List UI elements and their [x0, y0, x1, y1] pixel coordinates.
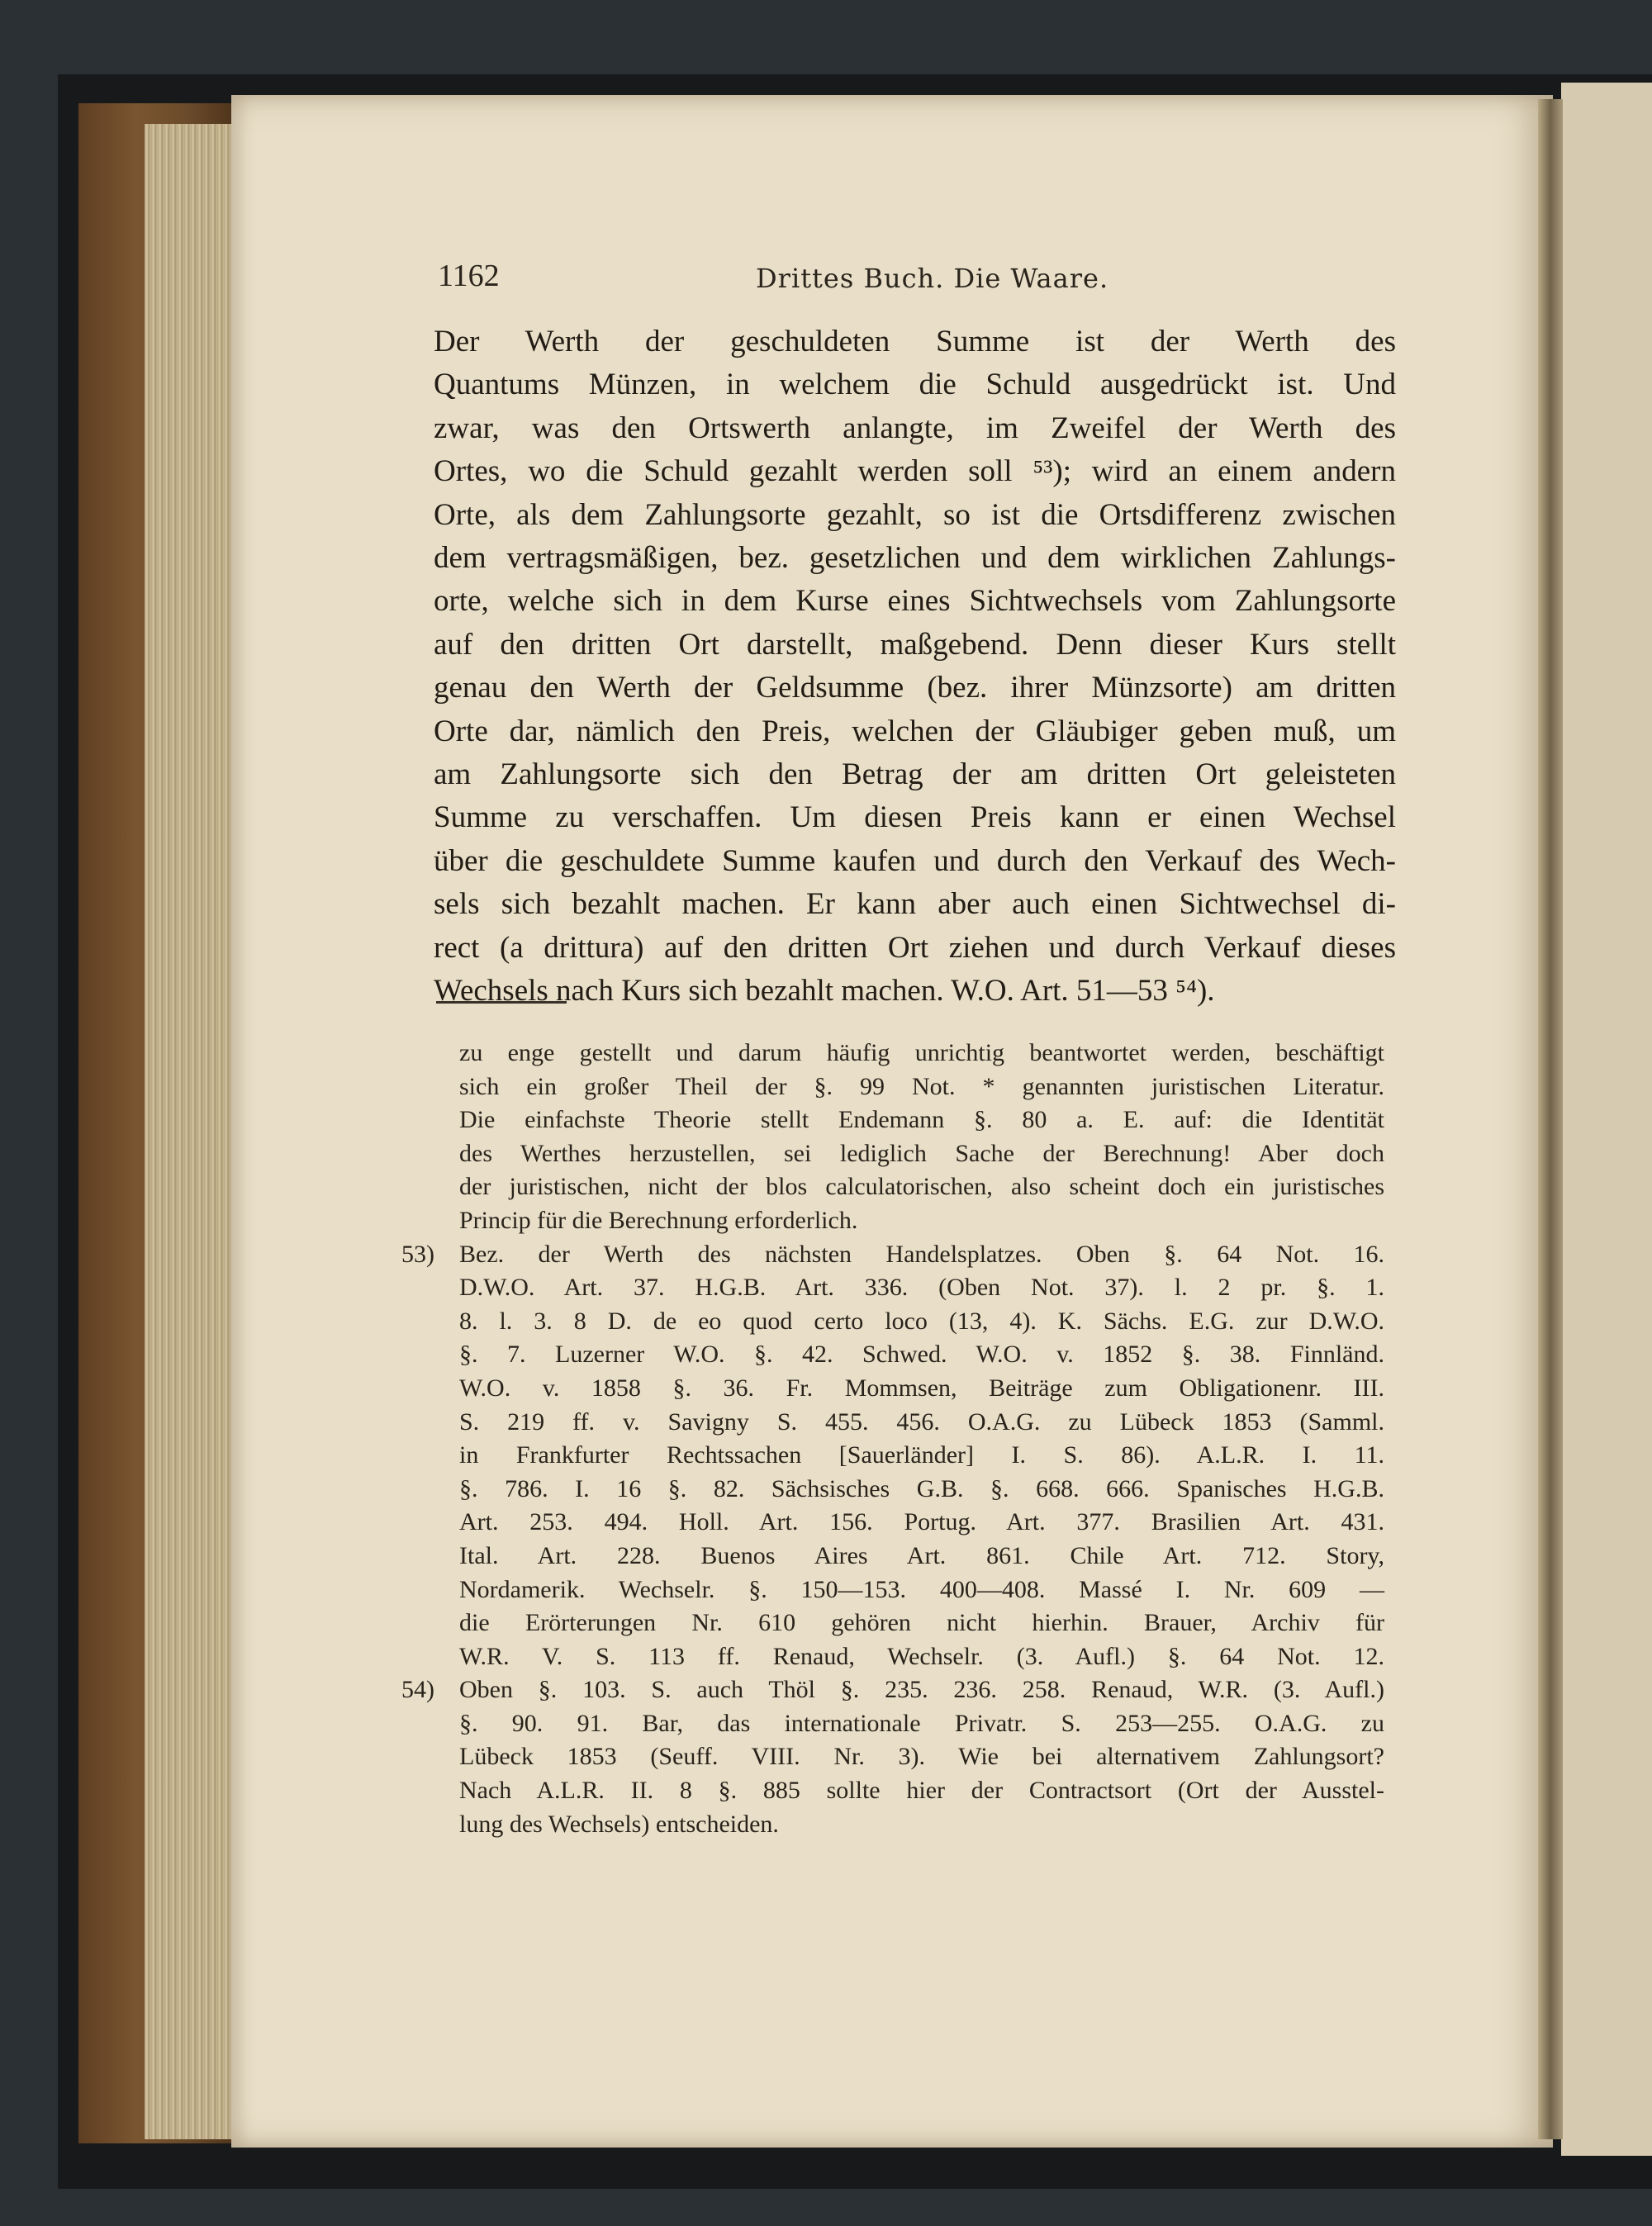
footnote-line: S. 219 ff. v. Savigny S. 455. 456. O.A.G. zu Lübeck 1853 (Samml.	[459, 1407, 1384, 1436]
text-line: Ortes, wo die Schuld gezahlt werden soll ⁵³); wird an einem andern	[434, 454, 1396, 489]
text-line: dem vertragsmäßigen, bez. gesetzlichen und dem wirklichen Zahlungs-	[434, 541, 1396, 576]
text-line: sels sich bezahlt machen. Er kann aber auch einen Sichtwechsel di-	[434, 887, 1396, 922]
text-line: genau den Werth der Geldsumme (bez. ihrer Münzsorte) am dritten	[434, 671, 1396, 705]
footnote-line: 8. l. 3. 8 D. de eo quod certo loco (13, 4). K. Sächs. E.G. zur D.W.O.	[459, 1307, 1384, 1335]
text-line: zwar, was den Ortswerth anlangte, im Zweifel der Werth des	[434, 411, 1396, 445]
footnote-53	[401, 1238, 1384, 1674]
footnote-line: Die einfachste Theorie stellt Endemann §. 80 a. E. auf: die Identität	[459, 1106, 1384, 1134]
footnote-line: Art. 253. 494. Holl. Art. 156. Portug. Art. 377. Brasilien Art. 431.	[459, 1508, 1384, 1536]
running-head: Drittes Buch. Die Waare.	[756, 263, 1109, 294]
footnote-marker: 54)	[401, 1676, 434, 1704]
footnote-line: Oben §. 103. S. auch Thöl §. 235. 236. 258. Renaud, W.R. (3. Aufl.)	[459, 1676, 1384, 1704]
text-line: Orte, als dem Zahlungsorte gezahlt, so ist die Ortsdifferenz zwischen	[434, 497, 1396, 532]
footnote-line: der juristischen, nicht der blos calculatorischen, also scheint doch ein juristisches	[459, 1173, 1384, 1201]
facing-page	[1561, 83, 1652, 2156]
text-line: Orte dar, nämlich den Preis, welchen der Gläubiger geben muß, um	[434, 714, 1396, 748]
page-edges	[145, 124, 235, 2139]
text-line: Quantums Münzen, in welchem die Schuld ausgedrückt ist. Und	[434, 368, 1396, 402]
footnote-line: die Erörterungen Nr. 610 gehören nicht hierhin. Brauer, Archiv für	[459, 1609, 1384, 1637]
footnote-line: Princip für die Berechnung erforderlich.	[459, 1206, 858, 1234]
main-paragraph	[434, 320, 1396, 1013]
text-line: orte, welche sich in dem Kurse eines Sichtwechsels vom Zahlungsorte	[434, 584, 1396, 619]
footnote-line: Lübeck 1853 (Seuff. VIII. Nr. 3). Wie bei alternativem Zahlungsort?	[459, 1743, 1384, 1771]
page-number: 1162	[438, 259, 500, 293]
text-line: rect (a drittura) auf den dritten Ort ziehen und durch Verkauf dieses	[434, 930, 1396, 965]
footnote-line: lung des Wechsels) entscheiden.	[459, 1810, 779, 1838]
footnote-rule	[436, 1001, 567, 1004]
footnote-continuation	[459, 1037, 1384, 1238]
footnote-line: sich ein großer Theil der §. 99 Not. * genannten juristischen Literatur.	[459, 1072, 1384, 1100]
footnote-line: des Werthes herzustellen, sei lediglich Sache der Berechnung! Aber doch	[459, 1139, 1384, 1167]
footnote-line: Nach A.L.R. II. 8 §. 885 sollte hier der Contractsort (Ort der Ausstel-	[459, 1777, 1384, 1805]
footnote-line: Nordamerik. Wechselr. §. 150—153. 400—408. Massé I. Nr. 609 —	[459, 1575, 1384, 1603]
footnote-line: D.W.O. Art. 37. H.G.B. Art. 336. (Oben Not. 37). l. 2 pr. §. 1.	[459, 1274, 1384, 1302]
footnote-line: W.O. v. 1858 §. 36. Fr. Mommsen, Beiträge zum Obligationenr. III.	[459, 1374, 1384, 1402]
footnote-line: in Frankfurter Rechtssachen [Sauerländer] I. S. 86). A.L.R. I. 11.	[459, 1441, 1384, 1469]
footnote-line: W.R. V. S. 113 ff. Renaud, Wechselr. (3. Aufl.) §. 64 Not. 12.	[459, 1642, 1384, 1670]
footnote-marker: 53)	[401, 1240, 434, 1268]
text-line: Summe zu verschaffen. Um diesen Preis kann er einen Wechsel	[434, 800, 1396, 835]
footnote-line: §. 7. Luzerner W.O. §. 42. Schwed. W.O. v. 1852 §. 38. Finnländ.	[459, 1341, 1384, 1369]
footnote-line: Bez. der Werth des nächsten Handelsplatzes. Oben §. 64 Not. 16.	[459, 1240, 1384, 1268]
text-line: auf den dritten Ort darstellt, maßgebend. Denn dieser Kurs stellt	[434, 627, 1396, 662]
footnotes	[401, 1037, 1384, 1841]
footnote-line: §. 786. I. 16 §. 82. Sächsisches G.B. §. 668. 666. Spanisches H.G.B.	[459, 1474, 1384, 1502]
text-line: über die geschuldete Summe kaufen und durch den Verkauf des Wech-	[434, 843, 1396, 878]
footnote-line: §. 90. 91. Bar, das internationale Privatr. S. 253—255. O.A.G. zu	[459, 1709, 1384, 1737]
footnote-54	[401, 1673, 1384, 1841]
footnote-line: zu enge gestellt und darum häufig unrichtig beantwortet werden, beschäftigt	[459, 1039, 1384, 1066]
text-line: Wechsels nach Kurs sich bezahlt machen. W.O. Art. 51—53 ⁵⁴).	[434, 974, 1215, 1009]
text-line: am Zahlungsorte sich den Betrag der am dritten Ort geleisteten	[434, 757, 1396, 792]
page-gutter	[1538, 99, 1563, 2139]
text-line: Der Werth der geschuldeten Summe ist der Werth des	[434, 325, 1396, 358]
page-header	[438, 258, 1388, 307]
footnote-line: Ital. Art. 228. Buenos Aires Art. 861. Chile Art. 712. Story,	[459, 1541, 1384, 1569]
